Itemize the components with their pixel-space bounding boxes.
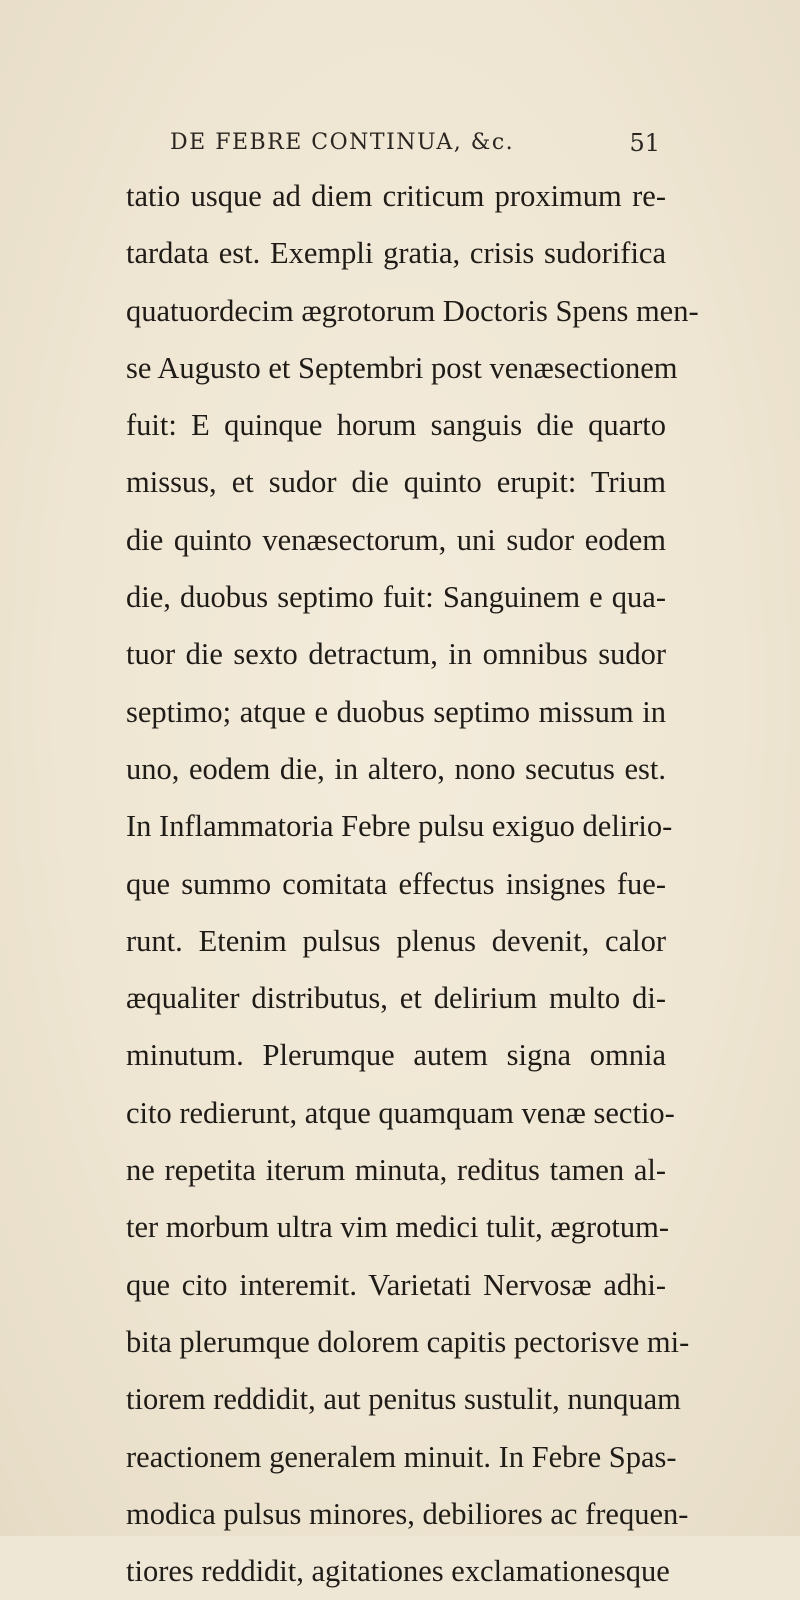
text-line: ter morbum ultra vim medici tulit, ægrotum- [126,1210,669,1245]
text-line: quatuordecim ægrotorum Doctoris Spens men- [126,293,699,328]
text-line: fuit: E quinque horum sanguis die quarto [126,408,666,443]
text-line: tuor die sexto detractum, in omnibus sudor [126,637,666,672]
text-line: reactionem generalem minuit. In Febre Spas- [126,1439,677,1474]
text-line: ne repetita iterum minuta, reditus tamen al- [126,1153,666,1188]
text-line: minutum. Plerumque autem signa omnia [126,1038,666,1073]
page-header [170,130,660,170]
text-line: septimo; atque e duobus septimo missum in [126,694,666,729]
text-line: se Augusto et Septembri post venæsectionem [126,350,678,385]
text-line: modica pulsus minores, debiliores ac frequen- [126,1496,689,1531]
text-line: die, duobus septimo fuit: Sanguinem e qua- [126,580,666,615]
text-line: æqualiter distributus, et delirium multo di- [126,981,666,1016]
text-line: tiores reddidit, agitationes exclamationesque [126,1554,670,1589]
text-line: bita plerumque dolorem capitis pectorisve mi- [126,1324,690,1359]
text-line: In Inflammatoria Febre pulsu exiguo delirio- [126,809,673,844]
text-line: missus, et sudor die quinto erupit: Trium [126,465,666,500]
text-line: uno, eodem die, in altero, nono secutus est. [126,751,666,786]
text-line: tatio usque ad diem criticum proximum re- [126,179,666,213]
text-line: runt. Etenim pulsus plenus devenit, calor [126,923,666,958]
text-line: tiorem reddidit, aut penitus sustulit, nunquam [126,1382,681,1417]
page-number: 51 [629,129,660,157]
text-line: que summo comitata effectus insignes fue- [126,866,666,901]
text-line: tardata est. Exempli gratia, crisis sudorifica [126,236,666,271]
running-head: DE FEBRE CONTINUA, &c. [170,130,515,155]
text-line: die quinto venæsectorum, uni sudor eodem [126,522,666,557]
text-line: que cito interemit. Varietati Nervosæ adhi- [126,1267,666,1302]
body-text [126,168,699,1600]
text-line: cito redierunt, atque quamquam venæ sectio- [126,1095,675,1130]
